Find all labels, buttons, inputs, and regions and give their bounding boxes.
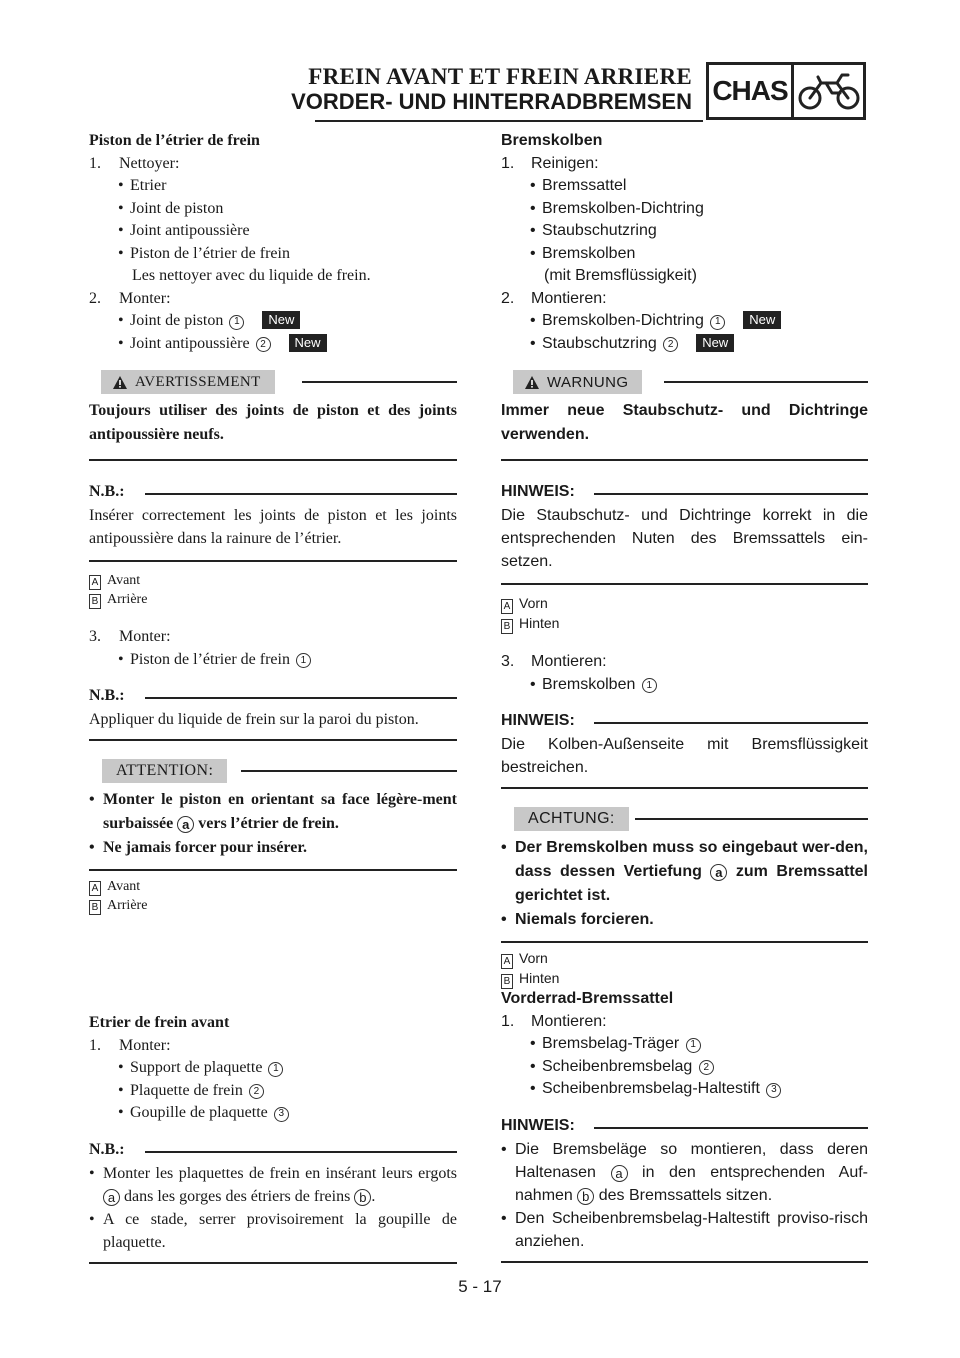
attention-item [89,788,457,836]
note-header [89,685,457,707]
divider [302,381,457,383]
motorcycle-icon [794,65,863,117]
section-title: Etrier de frein avant [89,1014,230,1031]
bullet: • [89,791,95,808]
mark-a: a [710,864,727,881]
bullet: • [530,177,536,194]
warning-label [101,370,275,394]
legend-text: Arrière [107,592,148,607]
attention-text: Der Bremskolben muss so eingebaut wer-den, dass dessen Vertiefung [515,839,868,880]
list-item: Joint de piston [130,312,224,329]
list-item: Piston de l’étrier de frein [130,650,290,668]
list-item: Staubschutzring [542,222,657,239]
part-number: 1 [642,678,657,693]
part-number: 3 [274,1107,289,1122]
bullet: • [530,222,536,239]
part-number: 1 [686,1038,701,1053]
list-item: Support de plaquette [130,1059,263,1076]
note-label: N.B.: [89,687,125,704]
step-text: Montieren: [531,1012,607,1030]
note-header [501,1115,868,1137]
attention-text: zum Bremssattel gerichtet ist. [515,863,868,904]
legend-text: Vorn [519,950,548,966]
bullet: • [530,334,536,352]
bullet: • [118,312,124,329]
step-text: Montieren: [531,289,607,307]
divider [89,1262,457,1264]
section-title: Bremskolben [501,132,603,149]
legend [89,877,457,915]
divider [89,869,457,871]
note-header [501,710,868,732]
list-item: Goupille de plaquette [130,1104,268,1121]
bullet: • [118,334,124,352]
step-text: Monter: [119,289,171,307]
bullet: • [530,199,536,217]
note-label: HINWEIS: [501,712,575,729]
list-item: Joint de piston [130,199,224,217]
legend-key: A [89,575,101,590]
attention-header [501,805,868,835]
note-text: Appliquer du liquide de frein sur la paroi du piston. [89,711,419,728]
list-item: Bremssattel [542,177,627,194]
section-title: Vorderrad-Bremssattel [501,990,674,1007]
list-item: Staubschutzring [542,334,657,352]
section-badge [706,62,866,120]
part-number: 1 [229,315,244,330]
legend [501,949,868,989]
divider [664,381,868,383]
part-number: 2 [663,337,678,352]
list-note: (mit Bremsflüssigkeit) [544,267,697,284]
divider [89,459,457,461]
page-number: 5 - 17 [458,1277,502,1296]
attention-item [501,836,868,908]
divider [501,941,868,943]
part-number: 1 [268,1062,283,1077]
legend [501,594,868,634]
new-part-badge: New [289,334,327,352]
note-header [89,481,457,503]
divider [594,722,868,724]
attention-text: Monter le piston en orientant sa face légère-ment surbaissée [103,791,457,832]
divider [501,1261,868,1263]
note-item: • Monter les plaquettes de frein en insérant leurs ergots a dans les gorges des étriers de freins b . [89,1162,457,1208]
note-text: Die Staubschutz- und Dichtringe korrekt in die entsprechenden Nuten des Bremssattels ein-setzen. [501,507,868,570]
bullet: • [530,1057,536,1075]
step-number: 3. [89,628,101,645]
section-label: CHAS [709,65,794,117]
attention-text: Niemals forcieren. [515,911,654,928]
legend-text: Avant [107,573,141,588]
bullet: • [501,1140,507,1158]
note-text: in den entsprechenden Auf-nahmen [515,1163,869,1204]
note-text: Monter les plaquettes de frein en insérant leurs ergots [103,1164,457,1182]
step-text: Montieren: [531,653,607,670]
list-item: Joint antipoussière [130,334,250,352]
section-title: Piston de l’étrier de frein [89,132,260,149]
divider [89,560,457,562]
list-item: Scheibenbremsbelag-Haltestift [542,1080,760,1097]
note-header [501,481,868,503]
legend-key: A [501,954,513,969]
legend-text: Vorn [519,595,548,611]
part-number: 1 [296,653,311,668]
header-title-de: VORDER- UND HINTERRADBREMSEN [291,89,692,114]
note-text: Den Scheibenbremsbelag-Haltestift proviso-risch anziehen. [515,1209,868,1250]
divider [501,583,868,585]
bullet: • [530,1080,536,1097]
bullet: • [530,312,536,329]
note-header [89,1139,457,1161]
warning-label-text: WARNUNG [547,373,629,391]
attention-header [89,757,457,787]
note-item [501,1138,868,1207]
step-number: 3. [501,653,515,670]
step-number: 1. [89,1036,101,1054]
divider [594,1127,868,1129]
note-text: Die Kolben-Außenseite mit Bremsflüssigkeit bestreichen. [501,736,868,776]
bullet: • [118,222,124,239]
step-number: 1. [501,154,515,172]
attention-text: Ne jamais forcer pour insérer. [103,839,307,856]
warning-label [513,370,642,394]
list-item: Bremskolben [542,244,636,262]
warning-header [501,368,868,398]
bullet: • [501,911,507,928]
step-text: Monter: [119,628,171,645]
note-label: HINWEIS: [501,1116,575,1134]
bullet: • [89,1210,95,1228]
mark-a: a [103,1189,120,1206]
note-item [89,1208,457,1254]
step-text: Monter: [119,1036,171,1054]
note-label: N.B.: [89,1140,125,1158]
note-item [501,1207,868,1253]
warning-header [89,368,457,398]
list-item: Bremskolben [542,675,636,693]
list-item: Bremsbelag-Träger [542,1035,680,1052]
divider [145,493,457,495]
note-text: des Bremssattels sitzen. [598,1186,773,1204]
bullet: • [118,177,124,194]
list-item: Piston de l’étrier de frein [130,244,290,262]
divider [89,739,457,741]
list-item: Plaquette de frein [130,1081,243,1099]
step-text: Nettoyer: [119,154,180,172]
legend-key: A [501,599,513,614]
legend-key: B [501,974,513,989]
bullet: • [118,1059,124,1076]
bullet: • [118,1104,124,1121]
bullet: • [118,199,124,217]
part-number: 2 [256,337,271,352]
list-item: Joint antipoussière [130,222,250,239]
german-caliper-section [501,988,868,1263]
attention-label: ACHTUNG: [514,807,629,831]
attention-item [501,908,868,932]
bullet: • [501,839,507,856]
header-title-fr: FREIN AVANT ET FREIN ARRIERE [308,64,692,89]
bullet: • [501,1209,507,1227]
divider [145,697,457,699]
legend-text: Arrière [107,898,148,913]
new-part-badge: New [696,334,734,352]
note-text: Insérer correctement les joints de piston et les joints antipoussière dans la rainure de l’étrier. [89,507,457,547]
mark-b: b [577,1188,594,1205]
note-text: Die Bremsbeläge so montieren, dass deren Haltenasen [515,1140,868,1181]
note-text: dans les gorges des étriers de freins [124,1187,351,1205]
attention-label: ATTENTION: [102,759,227,783]
attention-text: vers l’étrier de frein. [198,815,339,832]
german-column [501,130,868,989]
legend-key: A [89,881,101,896]
attention-item [89,836,457,860]
divider [241,770,457,772]
bullet: • [118,1081,124,1099]
step-number: 1. [89,154,101,172]
warning-text: Toujours utiliser des joints de piston et des joints antipoussière neufs. [89,402,457,443]
bullet: • [118,244,124,262]
step-number: 2. [501,289,515,307]
note-label: N.B.: [89,483,125,500]
legend-text: Hinten [519,970,560,986]
new-part-badge: New [743,311,781,329]
list-item: Bremskolben-Dichtring [542,199,704,217]
bullet: • [530,244,536,262]
header-rule [315,120,703,122]
step-text: Reinigen: [531,154,599,172]
list-note: Les nettoyer avec du liquide de frein. [132,267,371,284]
legend-key: B [89,594,101,609]
note-label: HINWEIS: [501,483,575,500]
french-column [89,130,457,915]
mark-a: a [611,1165,628,1182]
legend-key: B [501,619,513,634]
mark-a: a [177,816,194,833]
part-number: 3 [766,1083,781,1098]
warning-icon [113,376,127,389]
legend-text: Hinten [519,615,560,631]
divider [145,1151,457,1153]
list-item: Bremskolben-Dichtring [542,312,704,329]
bullet: • [89,839,95,856]
part-number: 1 [710,315,725,330]
legend [89,571,457,609]
french-caliper-section [89,1012,457,1264]
bullet: • [530,1035,536,1052]
bullet: • [89,1164,95,1182]
legend-key: B [89,900,101,915]
list-item: Etrier [130,177,167,194]
bullet: • [530,675,536,693]
step-number: 2. [89,289,101,307]
new-part-badge: New [262,311,300,329]
warning-text: Immer neue Staubschutz- und Dichtringe verwenden. [501,402,868,443]
step-number: 1. [501,1012,515,1030]
part-number: 2 [699,1060,714,1075]
warning-icon [525,376,539,389]
warning-label-text: AVERTISSEMENT [135,373,261,390]
bullet: • [118,650,124,668]
list-item: Scheibenbremsbelag [542,1057,693,1075]
divider [635,818,868,820]
divider [594,493,868,495]
divider [501,459,868,461]
part-number: 2 [249,1084,264,1099]
legend-text: Avant [107,879,141,894]
mark-b: b [354,1189,371,1206]
divider [501,787,868,789]
note-text: A ce stade, serrer provisoirement la goupille de plaquette. [103,1210,457,1251]
